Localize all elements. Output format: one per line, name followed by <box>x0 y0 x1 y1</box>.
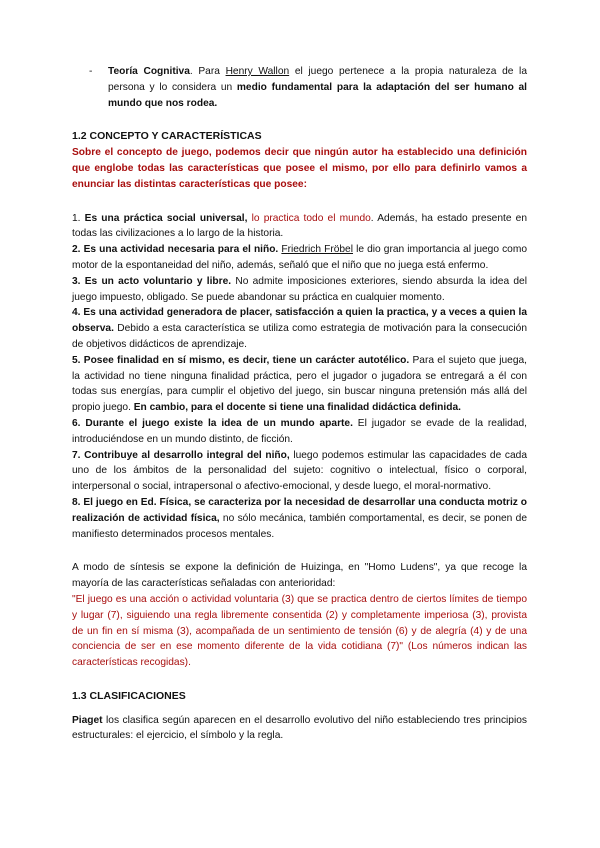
bullet-bold-text: medio fundamental para la adaptación del ser humano al mundo que nos rodea. <box>108 81 527 109</box>
bullet-text-part: . Para <box>189 66 226 77</box>
item-bold: 2. Es una actividad necesaria para el niño. <box>72 244 282 256</box>
author-link-frobel[interactable]: Friedrich Fröbel <box>281 244 353 256</box>
item-bold-2: En cambio, para el docente si tiene una finalidad didáctica definida. <box>133 402 461 414</box>
item-text: no sólo mecánica, también comportamental, es decir, se ponen de manifiesto determinados procesos mentales. <box>72 512 527 540</box>
item-bold: 3. Es un acto voluntario y libre. <box>72 275 232 287</box>
item-text: luego podemos estimular las capacidades de cada uno de los ámbitos de la personalidad del sujeto: cognitivo o intelectual, físico o corporal, interpersonal o social, intrapersonal o afectivo-emocional, y desde luego, el moral-normativo. <box>72 449 527 493</box>
item-bold: 6. Durante el juego existe la idea de un mundo aparte. <box>72 417 353 429</box>
item-text: Para el sujeto que juega, la actividad no tiene ninguna finalidad práctica, pero el jugador o jugadora se entregará a él con todas sus energías, para cumplir el objetivo del juego, sin buscar ninguna pretensión más allá del propio juego. <box>72 354 527 414</box>
characteristic-3 <box>72 274 527 306</box>
bullet-cognitive-theory <box>89 64 527 111</box>
item-text: le dio gran importancia al juego como motor de la espontaneidad del niño, además, señaló que el niño que no juega está enfermo. <box>72 244 528 271</box>
item-text: No admite imposiciones exteriores, siendo absurda la idea del juego impuesto, obligado. Se puede abandonar su práctica en cualquier momento. <box>72 275 527 303</box>
item-text: Debido a esta característica se utiliza como estrategia de motivación para la consecución de objetivos didácticos de aprendizaje. <box>72 323 527 350</box>
characteristic-1 <box>72 211 527 243</box>
characteristic-8 <box>72 495 527 542</box>
item-red-text: lo practica todo el mundo <box>251 212 371 224</box>
item-text: . Además, ha estado presente en todas las civilizaciones a lo largo de la historia. <box>72 212 527 240</box>
characteristic-6 <box>72 416 527 448</box>
piaget-name: Piaget <box>72 714 103 726</box>
characteristic-4 <box>72 305 527 352</box>
item-bold: 7. Contribuye al desarrollo integral del niño, <box>72 449 290 461</box>
synthesis-intro: A modo de síntesis se expone la definición de Huizinga, en "Homo Ludens", ya que recoge la mayoría de las características señaladas con anterioridad: <box>72 562 527 590</box>
piaget-paragraph <box>72 713 527 745</box>
section-intro-text: Sobre el concepto de juego, podemos decir que ningún autor ha establecido una definición que englobe todas las características que posee el mismo, por ello para definirlo vamos a enunciar las distintas características que posee: <box>72 147 527 190</box>
document-page <box>72 64 527 744</box>
bullet-text <box>108 64 527 111</box>
bullet-marker: - <box>89 66 93 77</box>
characteristic-5 <box>72 353 527 416</box>
item-bold: Es una práctica social universal, <box>84 212 252 224</box>
item-number: 1. <box>72 212 85 224</box>
item-bold: 5. Posee finalidad en sí mismo, es decir, tiene un carácter autotélico. <box>72 354 410 366</box>
section-intro <box>72 145 527 192</box>
author-link-wallon[interactable]: Henry Wallon <box>225 66 290 77</box>
section-heading-classifications: 1.3 CLASIFICACIONES <box>72 689 186 702</box>
bullet-title: Teoría Cognitiva <box>108 66 190 77</box>
piaget-text: los clasifica según aparecen en el desarrollo evolutivo del niño estableciendo tres principios estructurales: el ejercicio, el símbolo y la regla. <box>72 714 527 742</box>
item-bold: 4. Es una actividad generadora de placer, satisfacción a quien la practica, y a veces a quien la observa. <box>72 307 527 335</box>
section-heading-concept: 1.2 CONCEPTO Y CARACTERÍSTICAS <box>72 130 262 143</box>
huizinga-quote: "El juego es una acción o actividad voluntaria (3) que se practica dentro de ciertos límites de tiempo y lugar (7), siguiendo una regla libremente consentida (2) y completamente imperiosa (3), provista de un fin en sí misma (3), acompañada de un sentimiento de tensión (6) y de alegría (4) y de una conciencia de ser en ese momento diferente de la vida cotidiana (7)" (Los números indican las características recogidas). <box>72 593 527 669</box>
bullet-text-part: el juego pertenece a la propia naturaleza de la persona y lo considera un <box>108 66 527 93</box>
characteristic-2 <box>72 242 527 274</box>
item-bold: 8. El juego en Ed. Física, se caracteriza por la necesidad de desarrollar una conducta motriz o realización de actividad física, <box>72 496 527 524</box>
item-text: El jugador se evade de la realidad, introduciéndose en un mundo distinto, de ficción. <box>72 417 527 445</box>
characteristic-7 <box>72 448 527 495</box>
